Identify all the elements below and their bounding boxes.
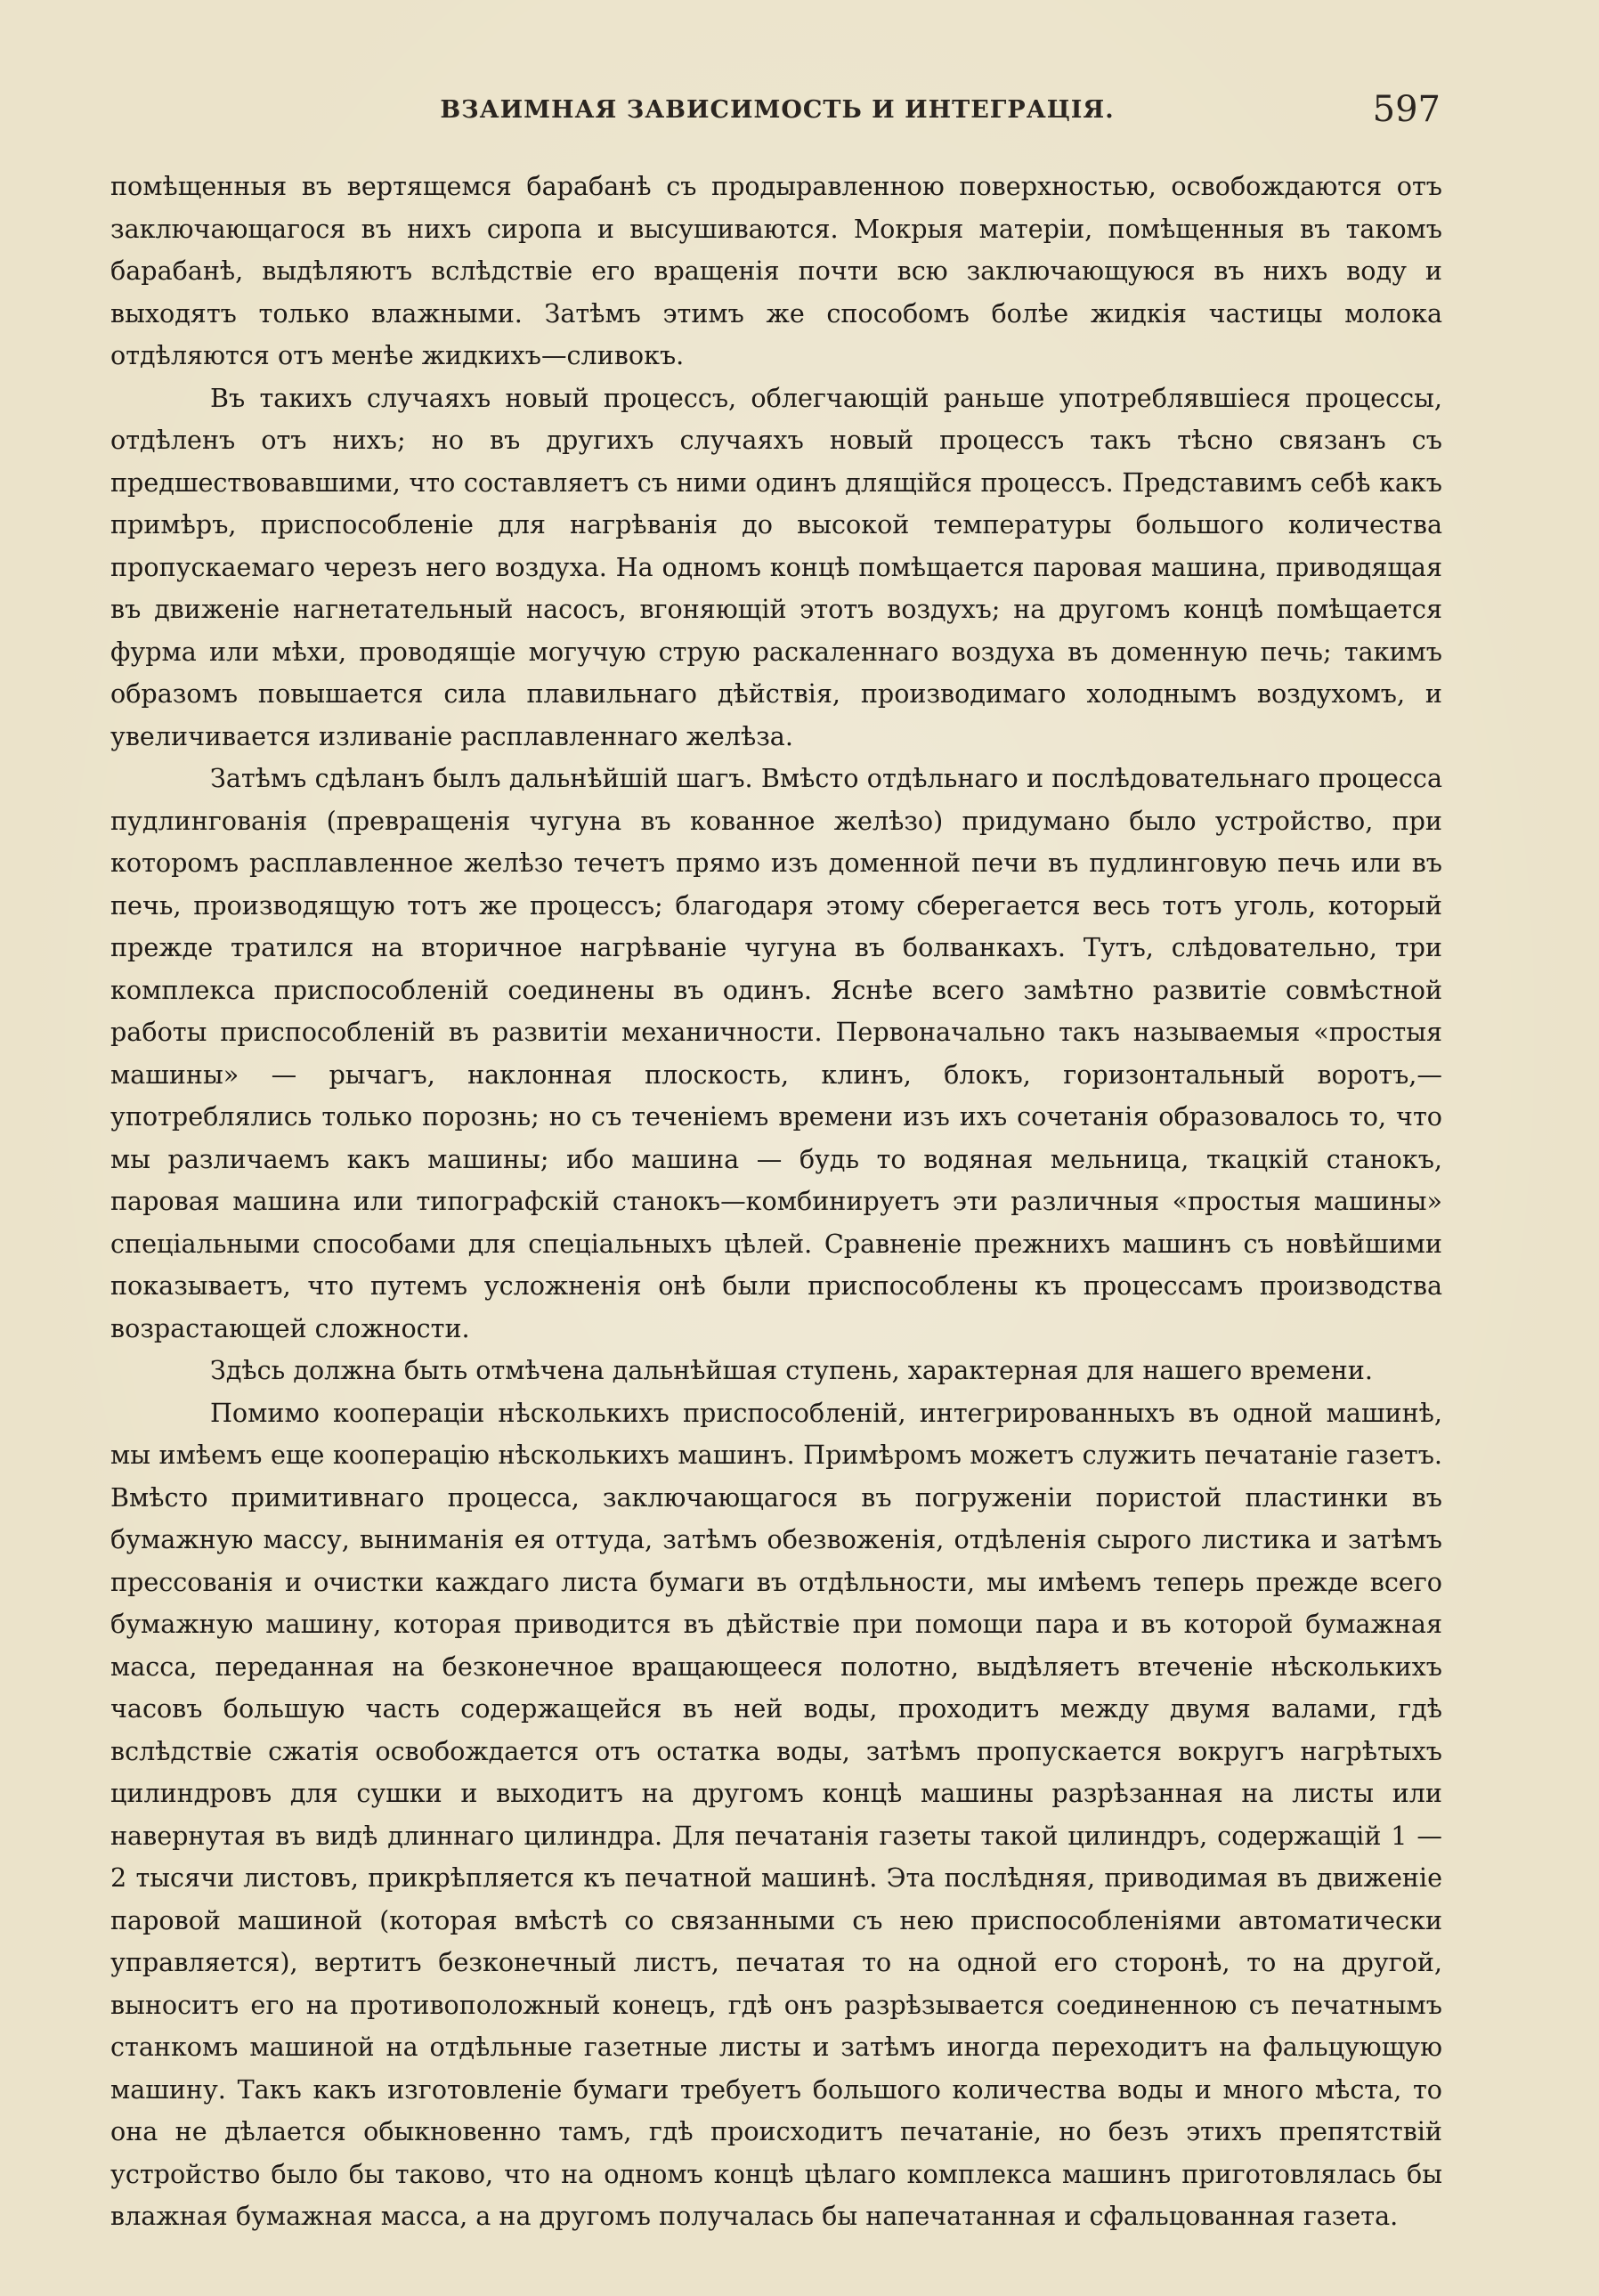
paragraph: Затѣмъ сдѣланъ былъ дальнѣйшій шагъ. Вмѣсто отдѣльнаго и послѣдовательнаго процесса пудлингованія (превращенія чугуна въ кованное желѣзо) придумано было устройство, при которомъ расплавленное желѣзо течетъ прямо изъ доменной печи въ пудлинговую печь или въ печь, производящую тотъ же процессъ; благодаря этому сберегается весь тотъ уголь, который прежде тратился на вторичное нагрѣваніе чугуна въ болванкахъ. Тутъ, слѣдовательно, три комплекса приспособленій соединены въ одинъ. Яснѣе всего замѣтно развитіе совмѣстной работы приспособленій въ развитіи механичности. Первоначально такъ называемыя «простыя машины» — рычагъ, наклонная плоскость, клинъ, блокъ, горизонтальный воротъ,—употреблялись только порознь; но съ теченіемъ времени изъ ихъ сочетанія образовалось то, что мы различаемъ какъ машины; ибо машина — будь то водяная мельница, ткацкій станокъ, паровая машина или типографскій станокъ—комбинируетъ эти различныя «простыя машины» спеціальными способами для спеціальныхъ цѣлей. Сравненіе прежнихъ машинъ съ новѣйшими показываетъ, что путемъ усложненія онѣ были приспособлены къ процессамъ производства возрастающей сложности.: [110, 763, 1442, 1343]
paragraph: Помимо коопераціи нѣсколькихъ приспособленій, интегрированныхъ въ одной машинѣ, мы имѣемъ еще кооперацію нѣсколькихъ машинъ. Примѣромъ можетъ служить печатаніе газетъ. Вмѣсто примитивнаго процесса, заключающагося въ погруженіи пористой пластинки въ бумажную массу, выниманія ея оттуда, затѣмъ обезвоженія, отдѣленія сырого листика и затѣмъ прессованія и очистки каждаго листа бумаги въ отдѣльности, мы имѣемъ теперь прежде всего бумажную машину, которая приводится въ дѣйствіе при помощи пара и въ которой бумажная масса, переданная на безконечное вращающееся полотно, выдѣляетъ втеченіе нѣсколькихъ часовъ большую часть содержащейся въ ней воды, проходитъ между двумя валами, гдѣ вслѣдствіе сжатія освобождается отъ остатка воды, затѣмъ пропускается вокругъ нагрѣтыхъ цилиндровъ для сушки и выходитъ на другомъ концѣ машины разрѣзанная на листы или навернутая въ видѣ длиннаго цилиндра. Для печатанія газеты такой цилиндръ, содержащій 1 — 2 тысячи листовъ, прикрѣпляется къ печатной машинѣ. Эта послѣдняя, приводимая въ движеніе паровой машиной (которая вмѣстѣ со связанными съ нею приспособленіями автоматически управляется), вертитъ безконечный листъ, печатая то на одной его сторонѣ, то на другой, выноситъ его на противоположный конецъ, гдѣ онъ разрѣзывается соединенною съ печатнымъ станкомъ машиной на отдѣльные газетные листы и затѣмъ иногда переходитъ на фальцующую машину. Такъ какъ изготовленіе бумаги требуетъ большого количества воды и много мѣста, то она не дѣлается обыкновенно тамъ, гдѣ происходитъ печатаніе, но безъ этихъ препятствій устройство было бы таково, что на одномъ концѣ цѣлаго комплекса машинъ приготовлялась бы влажная бумажная масса, а на другомъ получалась бы напечатанная и сфальцованная газета.: [110, 1397, 1442, 2231]
running-title: ВЗАИМНАЯ ЗАВИСИМОСТЬ И ИНТЕГРАЦІЯ.: [440, 96, 1115, 124]
page-header: [114, 89, 1441, 142]
body-text: [110, 166, 1442, 2238]
paragraph: Въ такихъ случаяхъ новый процессъ, облегчающій раньше употреблявшіеся процессы, отдѣленъ отъ нихъ; но въ другихъ случаяхъ новый процессъ такъ тѣсно связанъ съ предшествовавшими, что составляетъ съ ними одинъ длящійся процессъ. Представимъ себѣ какъ примѣръ, приспособленіе для нагрѣванія до высокой температуры большого количества пропускаемаго черезъ него воздуха. На одномъ концѣ помѣщается паровая машина, приводящая въ движеніе нагнетательный насосъ, вгоняющій этотъ воздухъ; на другомъ концѣ помѣщается фурма или мѣхи, проводящіе могучую струю раскаленнаго воздуха въ доменную печь; такимъ образомъ повышается сила плавильнаго дѣйствія, производимаго холоднымъ воздухомъ, и увеличивается изливаніе расплавленнаго желѣза.: [110, 382, 1442, 751]
paragraph-continuation: помѣщенныя въ вертящемся барабанѣ съ продыравленною поверхностью, освобождаются отъ заключающагося въ нихъ сиропа и высушиваются. Мокрыя матеріи, помѣщенныя въ такомъ барабанѣ, выдѣляютъ вслѣдствіе его вращенія почти всю заключающуюся въ нихъ воду и выходятъ только влажными. Затѣмъ этимъ же способомъ болѣе жидкія частицы молока отдѣляются отъ менѣе жидкихъ—сливокъ.: [110, 171, 1442, 370]
page-number: 597: [1372, 89, 1441, 130]
paragraph: Здѣсь должна быть отмѣчена дальнѣйшая ступень, характерная для нашего времени.: [210, 1355, 1373, 1385]
